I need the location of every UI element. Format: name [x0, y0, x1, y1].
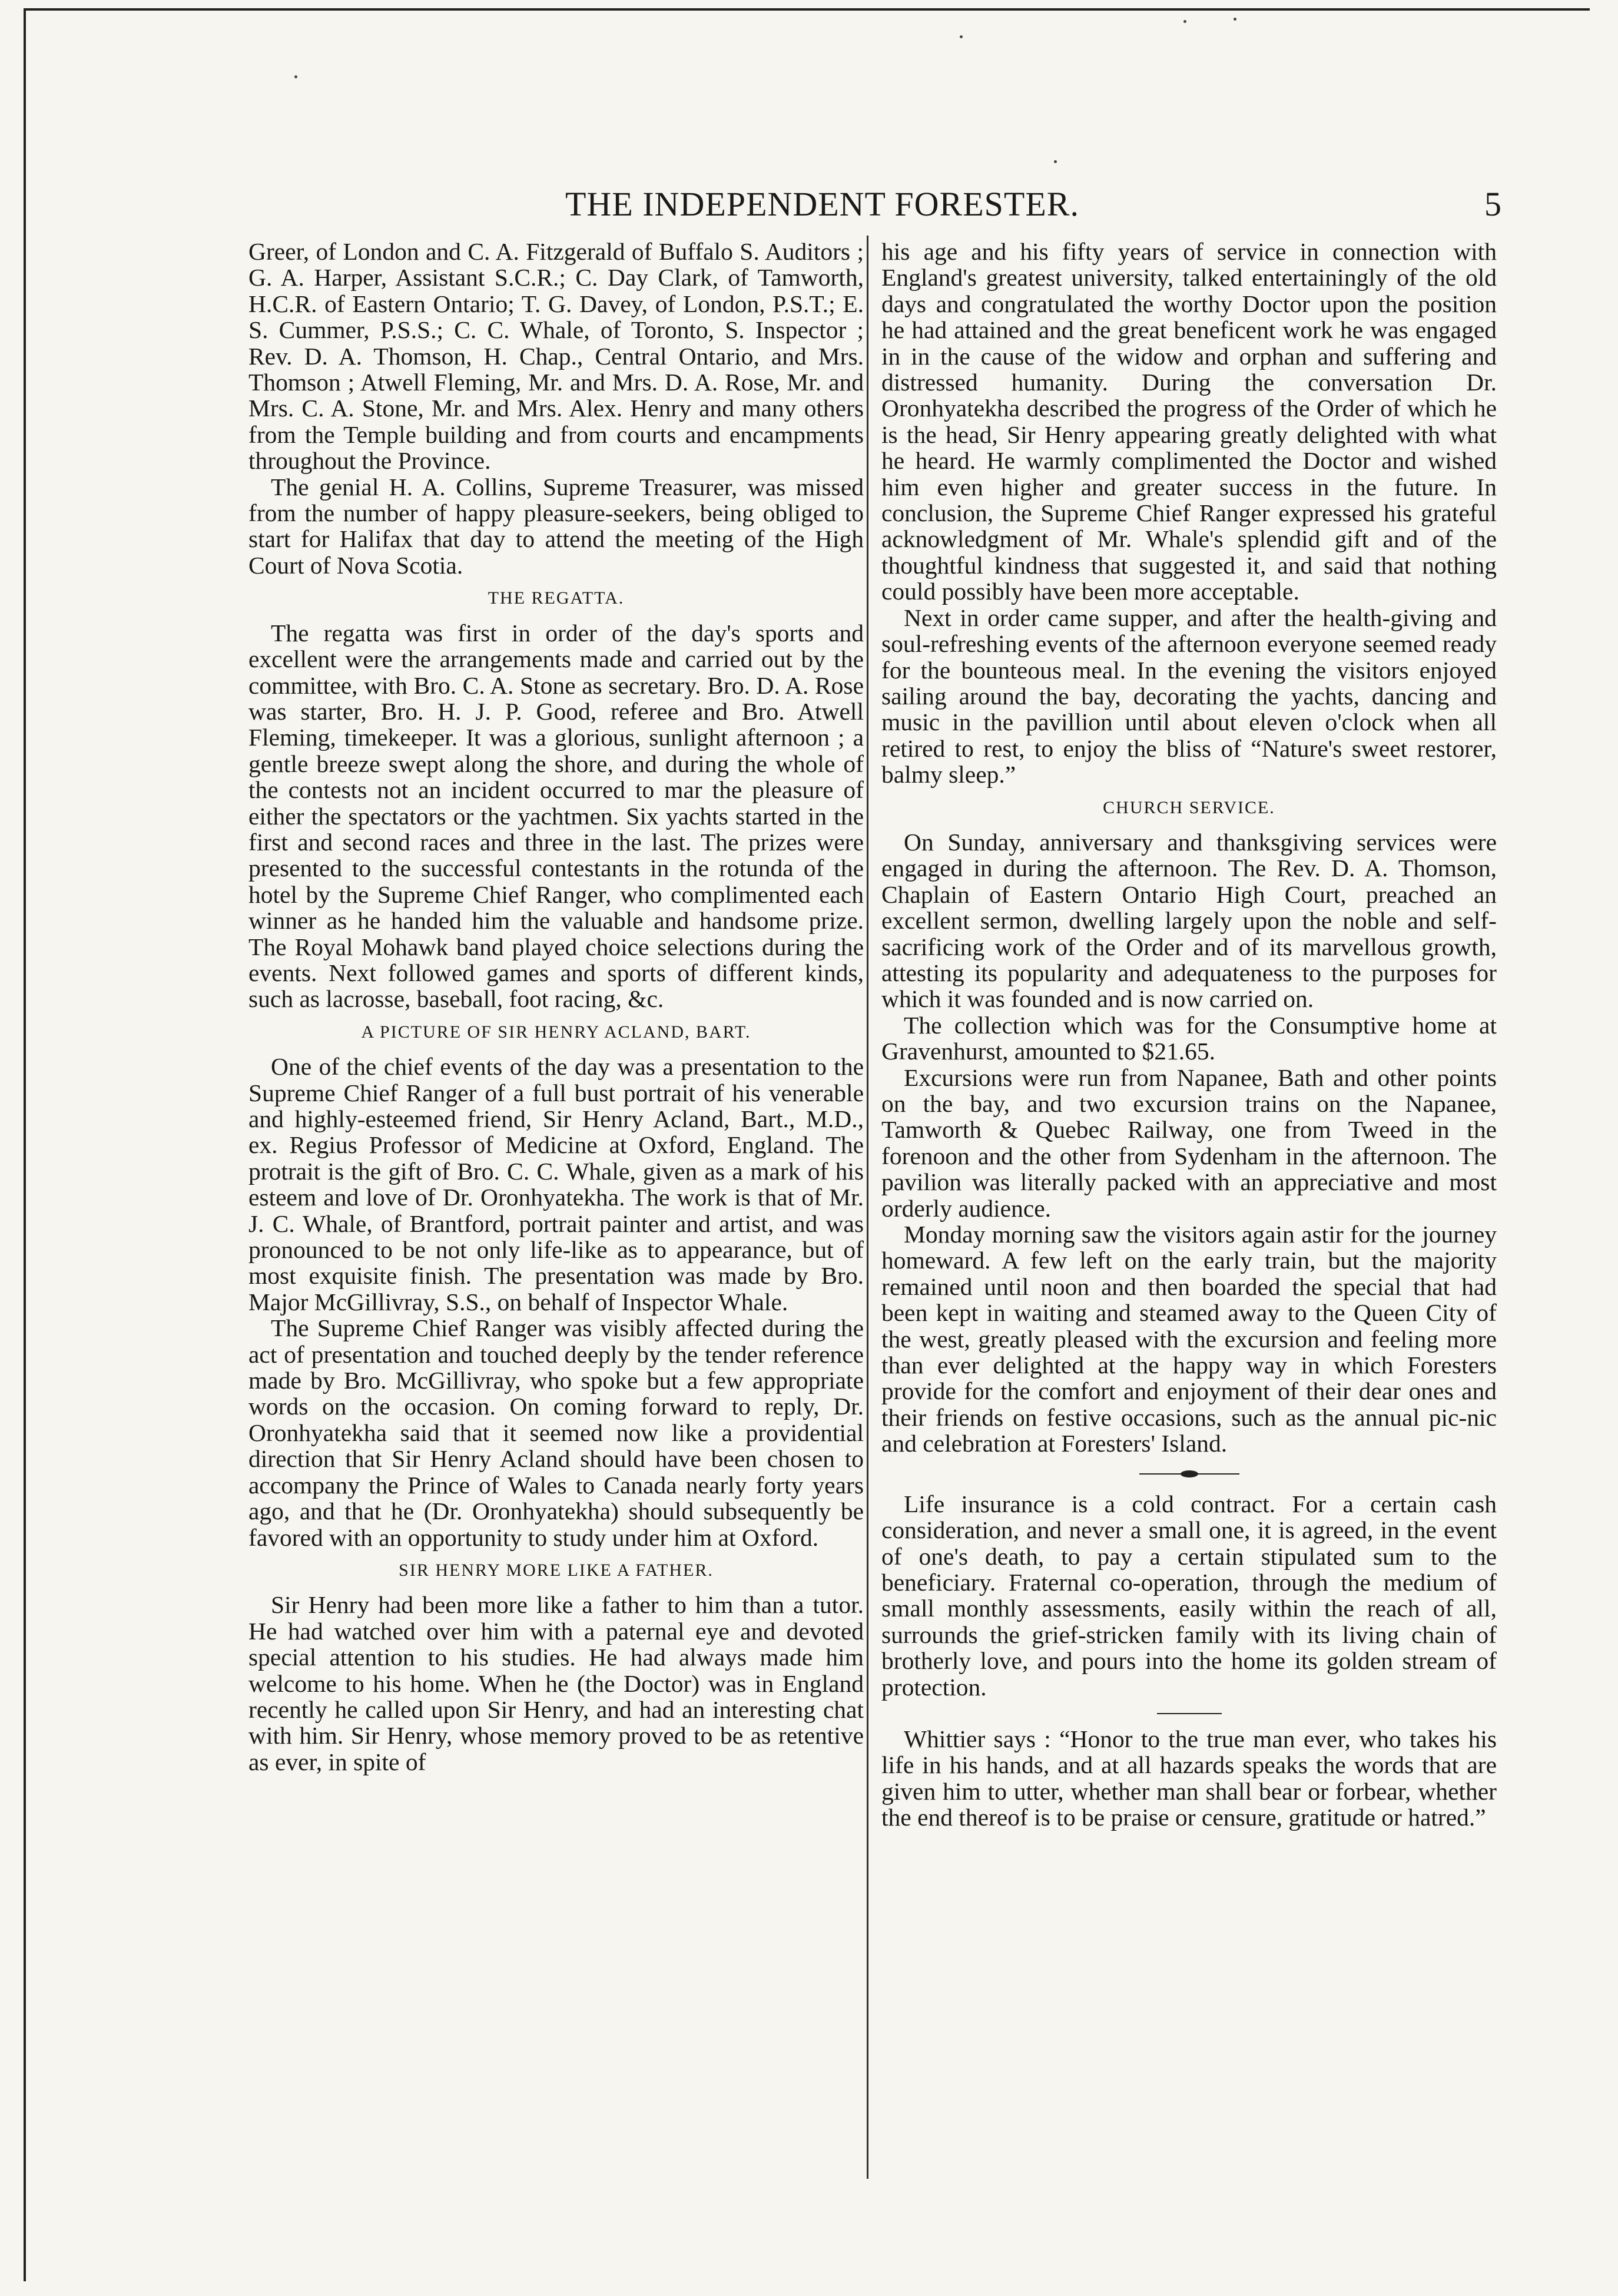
section-heading-picture: A PICTURE OF SIR HENRY ACLAND, BART.	[361, 1022, 751, 1042]
paragraph: On Sunday, anniversary and thanksgiving services were engaged in during the afternoon. The Rev. D. A. Thomson, Chaplain of Eastern Ontario High Court, preached an excellent sermon, dwelling largely upon the noble and self-sacrificing work of the Order and of its marvellous growth, attesting its popularity and adequateness to the purposes for which it was founded and is now carried on.	[881, 828, 1497, 1013]
paragraph: Excursions were run from Napanee, Bath and other points on the bay, and two excursion trains on the Napanee, Tamworth & Quebec Railway, one from Tweed in the forenoon and the other from Sydenham in the afternoon. The pavilion was literally packed with an appreciative and most orderly audience.	[881, 1063, 1497, 1222]
paragraph: Monday morning saw the visitors again astir for the journey homeward. A few left on the early train, but the majority remained until noon and then boarded the special that had been kept in waiting and steamed away to the Queen City of the west, greatly pleased with the excursion and feeling more than ever delighted at the happy way in which Foresters provide for the comfort and enjoyment of their dear ones and their friends on festive occasions, such as the annual pic-nic and celebration at Foresters' Island.	[881, 1221, 1497, 1457]
section-heading-father: SIR HENRY MORE LIKE A FATHER.	[399, 1560, 714, 1580]
paragraph: The collection which was for the Consumptive home at Gravenhurst, amounted to $21.65.	[881, 1011, 1497, 1065]
column-divider	[867, 236, 868, 2179]
publication-title: THE INDEPENDENT FORESTER.	[565, 185, 1079, 223]
paragraph: The regatta was first in order of the day's sports and excellent were the arrangements made and carried out by the committee, with Bro. C. A. Stone as secretary. Bro. D. A. Rose was starter, Bro. H. J. P. Good, referee and Bro. Atwell Fleming, timekeeper. It was a glorious, sunlight afternoon ; a gentle breeze swept along the shore, and during the whole of the contests not an incident occurred to mar the pleasure of either the spectators or the yachtmen. Six yachts started in the first and second races and three in the last. The prizes were presented to the successful contestants in the rotunda of the hotel by the Supreme Chief Ranger, who complimented each winner as he handed him the valuable and handsome prize. The Royal Mohawk band played choice selections during the events. Next followed games and sports of different kinds, such as lacrosse, baseball, foot racing, &c.	[248, 619, 864, 1013]
running-header	[247, 171, 1501, 224]
section-heading-regatta: THE REGATTA.	[488, 588, 625, 608]
right-column	[881, 238, 1497, 1831]
paragraph: The genial H. A. Collins, Supreme Treasurer, was missed from the number of happy pleasure-seekers, being obliged to start for Halifax that day to attend the meeting of the High Court of Nova Scotia.	[248, 473, 864, 579]
section-heading-church: CHURCH SERVICE.	[1103, 797, 1275, 817]
paragraph: Sir Henry had been more like a father to him than a tutor. He had watched over him with a paternal eye and devoted special attention to his studies. He had always made him welcome to his home. When he (the Doctor) was in England recently he called upon Sir Henry, and had an interesting chat with him. Sir Henry, whose memory proved to be as retentive as ever, in spite of	[248, 1591, 864, 1775]
paragraph: Next in order came supper, and after the health-giving and soul-refreshing events of the afternoon everyone seemed ready for the bounteous meal. In the evening the visitors enjoyed sailing around the bay, decorating the yachts, dancing and music in the pavillion until about eleven o'clock when all retired to rest, to enjoy the bliss of “Nature's sweet restorer, balmy sleep.”	[881, 604, 1497, 788]
paragraph: Life insurance is a cold contract. For a certain cash consideration, and never a small one, it is agreed, in the event of one's death, to pay a certain stipulated sum to the beneficiary. Fraternal co-operation, through the medium of small monthly assessments, easily within the reach of all, surrounds the grief-stricken family with its living chain of brotherly love, and pours into the home its golden stream of protection.	[881, 1490, 1497, 1701]
page-border-top	[24, 8, 1590, 11]
paragraph: The Supreme Chief Ranger was visibly affected during the act of presentation and touched deeply by the tender reference made by Bro. McGillivray, who spoke but a few appropriate words on the occasion. On coming forward to reply, Dr. Oronhyatekha said that it seemed now like a providential direction that Sir Henry Acland should have been chosen to accompany the Prince of Wales to Canada nearly forty years ago, and that he (Dr. Oronhyatekha) should subsequently be favored with an opportunity to study under him at Oxford.	[248, 1314, 864, 1551]
paragraph: One of the chief events of the day was a presentation to the Supreme Chief Ranger of a full bust portrait of his venerable and highly-esteemed friend, Sir Henry Acland, Bart., M.D., ex. Regius Professor of Medicine at Oxford, England. The protrait is the gift of Bro. C. C. Whale, given as a mark of his esteem and love of Dr. Oronhyatekha. The work is that of Mr. J. C. Whale, of Brantford, portrait painter and artist, and was pronounced to be not only life-like as to appearance, but of most exquisite finish. The presentation was made by Bro. Major McGillivray, S.S., on behalf of Inspector Whale.	[248, 1053, 864, 1316]
ornamental-divider	[1139, 1472, 1239, 1476]
paragraph: Whittier says : “Honor to the true man ever, who takes his life in his hands, and at all hazards speaks the words that are given him to utter, whether man shall bear or forbear, whether the end thereof is to be praise or censure, gratitude or hatred.”	[881, 1725, 1497, 1831]
section-divider	[1157, 1713, 1222, 1714]
page-border-left	[24, 8, 26, 2281]
page-number: 5	[1484, 185, 1501, 223]
paragraph: his age and his fifty years of service in connection with England's greatest university, talked entertainingly of the old days and congratulated the worthy Doctor upon the position he had attained and the great beneficent work he was engaged in in the cause of the widow and orphan and suffering and distressed humanity. During the conversation Dr. Oronhyatekha described the progress of the Order of which he is the head, Sir Henry appearing greatly delighted with what he heard. He warmly complimented the Doctor and wished him even higher and greater success in the future. In conclusion, the Supreme Chief Ranger expressed his grateful acknowledgment of Mr. Whale's splendid gift and of the thoughtful kindness that suggested it, and said that nothing could possibly have been more acceptable.	[881, 238, 1497, 605]
paragraph: Greer, of London and C. A. Fitzgerald of Buffalo S. Auditors ; G. A. Harper, Assistant S.C.R.; C. Day Clark, of Tamworth, H.C.R. of Eastern Ontario; T. G. Davey, of London, P.S.T.; E. S. Cummer, P.S.S.; C. C. Whale, of Toronto, S. Inspector ; Rev. D. A. Thomson, H. Chap., Central Ontario, and Mrs. Thomson ; Atwell Fleming, Mr. and Mrs. D. A. Rose, Mr. and Mrs. C. A. Stone, Mr. and Mrs. Alex. Henry and many others from the Temple building and from courts and encampments throughout the Province.	[248, 238, 864, 475]
left-column	[248, 238, 864, 1775]
